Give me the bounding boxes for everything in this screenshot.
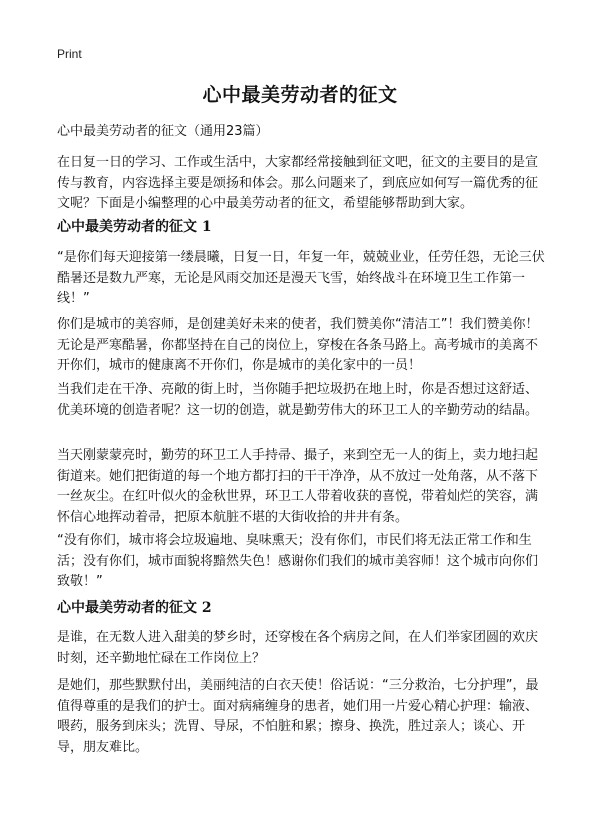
body-paragraph: 是她们，那些默默付出，美丽纯洁的白衣天使！俗话说：“三分救治，七分护理”，最值得尊重的是我们的护士。面对病痛缠身的患者，她们用一片爱心精心护理：输液、喂药，服务到床头；洗胃、导尿，不怕脏和累；擦身、换洗，胜过亲人；谈心、开导，朋友难比。 — [57, 678, 539, 755]
body-paragraph: 你们是城市的美容师，是创建美好未来的使者，我们赞美你“清洁工”！我们赞美你！无论是严寒酷暑，你都坚持在自己的岗位上，穿梭在各条马路上。高考城市的美离不开你们，城市的健康离不开你们，你是城市的美化家中的一员！ — [57, 317, 539, 373]
document-subtitle: 心中最美劳动者的征文（通用23篇） — [57, 124, 269, 139]
body-paragraph: “没有你们，城市将会垃圾遍地、臭味熏天；没有你们，市民们将无法正常工作和生活；没有你们，城市面貌将黯然失色！感谢你们我们的城市美容师！这个城市向你们致敬！” — [57, 533, 539, 589]
body-paragraph: 当天刚蒙蒙亮时，勤劳的环卫工人手持帚、撮子，来到空无一人的街上，卖力地扫起街道来。她们把街道的每一个地方都打扫的干干净净，从不放过一处角落，从不落下一丝灰尘。在红叶似火的金秋世界，环卫工人带着收获的喜悦，带着灿烂的笑容，满怀信心地挥动着帚，把原本航脏不堪的大街收拾的井井有条。 — [57, 448, 539, 525]
print-link[interactable]: Print — [57, 47, 82, 61]
body-paragraph: 当我们走在干净、亮敞的街上时，当你随手把垃圾扔在地上时，你是否想过这舒适、优美环境的创造者呢？这一切的创造，就是勤劳伟大的环卫工人的辛勤劳动的结晶。 — [57, 382, 539, 418]
body-paragraph: 是谁，在无数人进入甜美的梦乡时，还穿梭在各个病房之间，在人们举家团圆的欢庆时刻，还辛勤地忙碌在工作岗位上？ — [57, 630, 539, 666]
body-paragraph: “是你们每天迎接第一缕晨曦，日复一日，年复一年，兢兢业业，任劳任怨，无论三伏酷暑还是数九严寒，无论是风雨交加还是漫天飞雪，始终战斗在环境卫生工作第一线！” — [57, 250, 545, 306]
section-heading: 心中最美劳动者的征文 1 — [57, 219, 212, 235]
intro-paragraph: 在日复一日的学习、工作或生活中，大家都经常接触到征文吧，征文的主要目的是宣传与教育，内容选择主要是颂扬和体会。那么问题来了，到底应如何写一篇优秀的征文呢？下面是小编整理的心中最美劳动者的征文，希望能够帮助到大家。 — [57, 155, 539, 211]
section-heading: 心中最美劳动者的征文 2 — [57, 600, 212, 616]
page-title: 心中最美劳动者的征文 — [202, 84, 398, 106]
